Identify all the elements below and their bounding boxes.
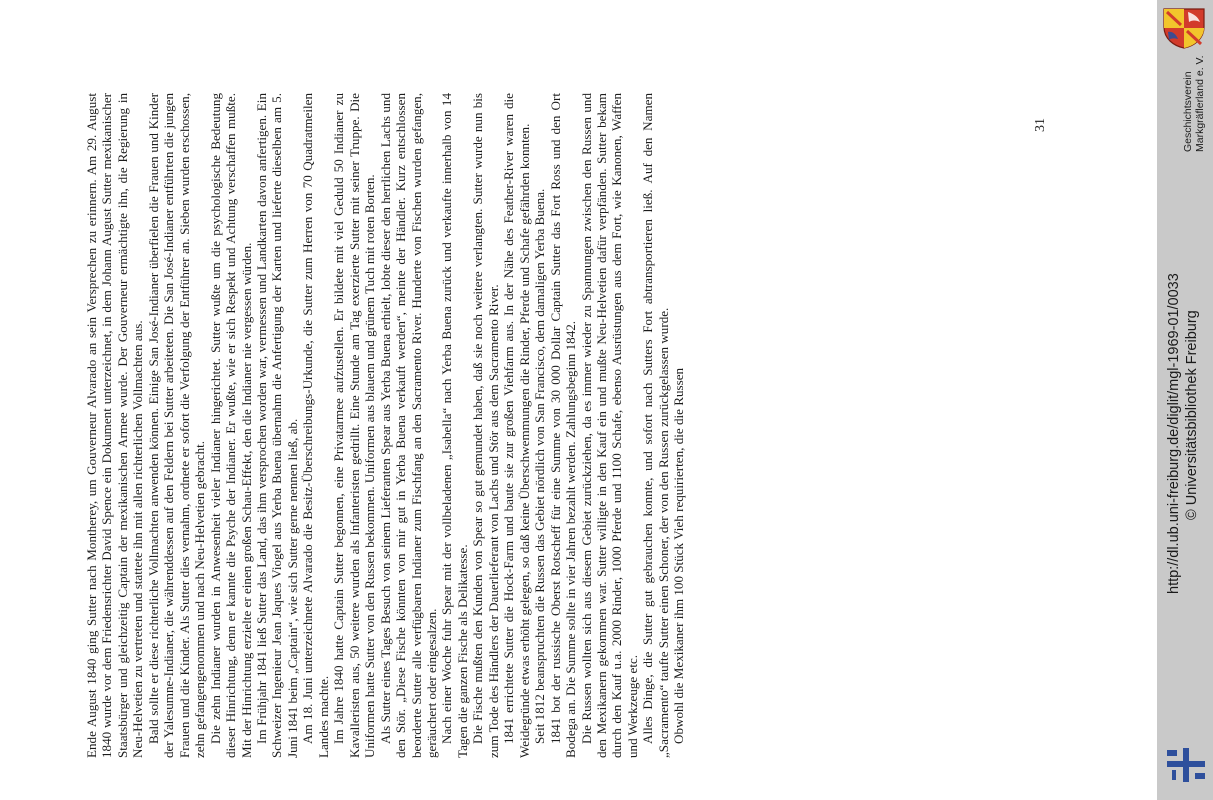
paragraph: Im Jahre 1840 hatte Captain Sutter begonnen, eine Privatarmee aufzustellen. Er bildete mit viel Geduld 50 Indianer zu Kavalleristen aus, 50 weitere wurden als Infanteristen gedrillt. Eine Stunde am Tag exerzierte Sutter mit seiner Truppe. Die Uniformen hatte Sutter von den Russen bekommen. Uniformen aus blauem und grünem Tuch mit roten Borten. — [331, 93, 378, 758]
paragraph: Bald sollte er diese richterliche Vollmachten anwenden können. Einige San José-Indianer überfielen die Frauen und Kinder der Yalesumne-Indianer, die währenddessen auf den Feldern bei Sutter arbeiteten. Die San José-Indianer entführten die jungen Frauen und die Kinder. Als Sutter dies vernahm, ordnete er sofort die Verfolgung der Entführer an. Sieben wurden erschossen, zehn gefangengenommen und nach Neu-Helvetien gebracht. — [145, 93, 208, 758]
page-number: 31 — [1033, 118, 1048, 132]
paragraph: Am 18. Juni unterzeichnete Alvarado die Besitz-Überschreibungs-Urkunde, die Sutter zum Herren von 70 Quadratmeilen Landes machte. — [300, 93, 331, 758]
ub-freiburg-logo-icon — [1164, 746, 1208, 784]
paragraph: Im Frühjahr 1841 ließ Sutter das Land, das ihm versprochen worden war, vermessen und Landkarten davon anfertigen. Ein Schweizer Ingenieur Jean Jaques Viogel aus Yerba Buena übernahm die Anfertigung der Karten und lieferte dieselben am 5. Juni 1841 beim „Captain“, wie sich Sutter gerne nennen ließ, ab. — [253, 93, 300, 758]
paragraph: Obwohl die Mexikaner ihm 100 Stück Vieh requirierten, die die Russen — [671, 367, 687, 744]
society-name-line-1: Geschichtsverein — [1182, 71, 1194, 152]
society-name-line-2: Markgräflerland e. V. — [1194, 55, 1206, 152]
paragraph: 1841 bot der russische Oberst Rotscheff für eine Summe von 30 000 Dollar Captain Sutter das Fort Ross und den Ort Bodega an. Die Summe sollte in vier Jahren bezahlt werden. Zahlungsbeginn 1842. — [547, 93, 579, 758]
paragraph: Alles Dinge, die Sutter gut gebrauchen konnte, und sofort nach Sutters Fort abtransportieren ließ. Auf den Namen „Sacramento“ taufte Sutter einen Schoner, der von den Russen zurückgelassen wurde. — [640, 93, 671, 758]
paragraph: Die zehn Indianer wurden in Anwesenheit vieler Indianer hingerichtet. Sutter wußte um die psychologische Bedeutung dieser Hinrichtung, denn er kannte die Psyche der Indianer. Er wußte, wie er sich Respekt und Achtung verschaffen mußte. Mit der Hinrichtung erzielte er einen großen Schau-Effekt, den die Indianer nie vergessen würden. — [207, 93, 254, 758]
paragraph: Nach einer Woche fuhr Spear mit der vollbeladenen „Isabella“ nach Yerba Buena zurück und verkaufte innerhalb von 14 Tagen die ganzen Fische als Delikatesse. — [439, 93, 470, 758]
paragraph: Ende August 1840 ging Sutter nach Montherey, um Gouverneur Alvarado an sein Versprechen zu erinnern. Am 29. August 1840 wurde vor dem Friedensrichter David Spence ein Dokument unterzeichnet, in dem Johann August Sutter mexikanischer Staatsbürger und gleichzeitig Captain der mexikanischen Armee wurde. Der Gouverneur ermächtigte ihn, die Regierung in Neu-Helvetien zu vertreten und stattete ihn mit allen richterlichen Vollmachten aus. — [84, 93, 146, 758]
society-name — [1182, 56, 1206, 153]
paragraph: Die Fische mußten den Kunden von Spear so gut gemundet haben, daß sie noch weitere verlangten. Sutter wurde nun bis zum Tode des Händlers der Dauerlieferant von Lachs und Stör aus dem Sacramento River. — [470, 93, 501, 758]
paragraph: 1841 errichtete Sutter die Hock-Farm und baute sie zur großen Viehfarm aus. In der Nähe des Feather-River waren die Weidegründe etwas erhöht gelegen, so daß keine Überschwemmungen die Rinder, Pferde und Schafe gefährden konnten. — [501, 93, 532, 758]
paragraph: Seit 1812 beanspruchten die Russen das Gebiet nördlich von San Francisco, dem damaligen Yerba Buena. — [532, 188, 548, 744]
paragraph: Die Russen wollten sich aus diesem Gebiet zurückziehen, da es immer wieder zu Spannungen zwischen den Russen und den Mexikanern gekommen war. Sutter willigte in den Kauf ein und mußte Neu-Helvetien dafür verpfänden. Sutter bekam durch den Kauf u.a. 2000 Rinder, 1000 Pferde und 1100 Schafe, ebenso Ausrüstungen aus dem Fort, wie Kanonen, Waffen und Werkzeuge etc. — [578, 93, 640, 758]
page-text-block — [84, 93, 1059, 758]
document-url-link[interactable]: http://dl.ub.uni-freiburg.de/diglit/mgl-1969-01/0033 — [1166, 273, 1182, 594]
coat-of-arms-icon — [1161, 7, 1207, 49]
copyright-notice: © Universitätsbibliothek Freiburg — [1184, 310, 1200, 520]
paragraph: Als Sutter eines Tages Besuch von seinem Lieferanten Spear aus Yerba Buena erhielt, lobte dieser den herrlichen Lachs und den Stör. „Diese Fische könnten von mir gut in Yerba Buena verkauft werden“, meinte der Händler. Kurz entschlossen beorderte Sutter alle verfügbaren Indianer zum Fischfang an den Sacramento River. Hunderte von Fischen wurden gefangen, geräuchert oder eingesalzen. — [377, 93, 439, 758]
